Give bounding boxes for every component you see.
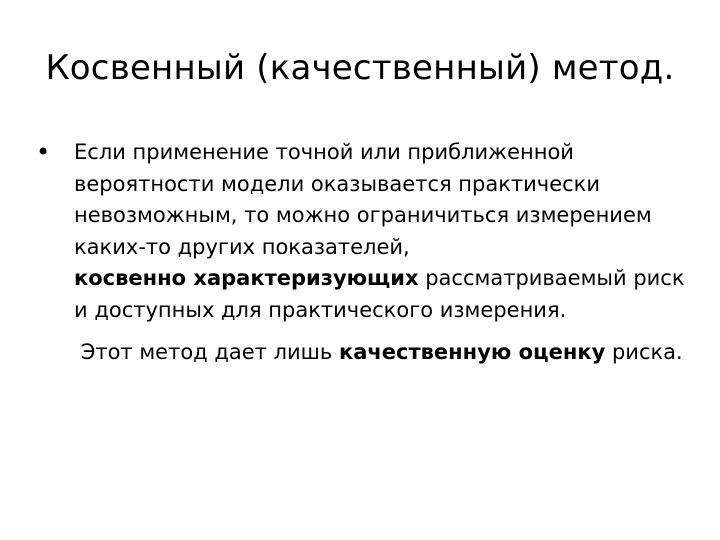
bullet-text-end: рассматриваемый риск и доступных для практического измерения. — [74, 266, 685, 322]
bullet-bold-phrase: косвенно характеризующих — [74, 266, 419, 290]
bullet-marker: • — [36, 138, 51, 166]
bullet-text — [74, 137, 696, 326]
slide-title: Косвенный (качественный) метод. — [45, 48, 675, 88]
bullet-text-start: Если применение точной или приближенной вероятности модели оказывается практически невозможным, то можно ограничиться измерением каких-то других показателей, — [74, 140, 652, 259]
conclusion-bold-phrase: качественную оценку — [338, 340, 606, 364]
conclusion-text-end: риска. — [605, 340, 683, 364]
conclusion-text-start: Этот метод дает лишь — [80, 340, 339, 364]
conclusion-paragraph — [36, 337, 696, 369]
bullet-item — [36, 137, 696, 326]
content-area — [36, 137, 696, 369]
